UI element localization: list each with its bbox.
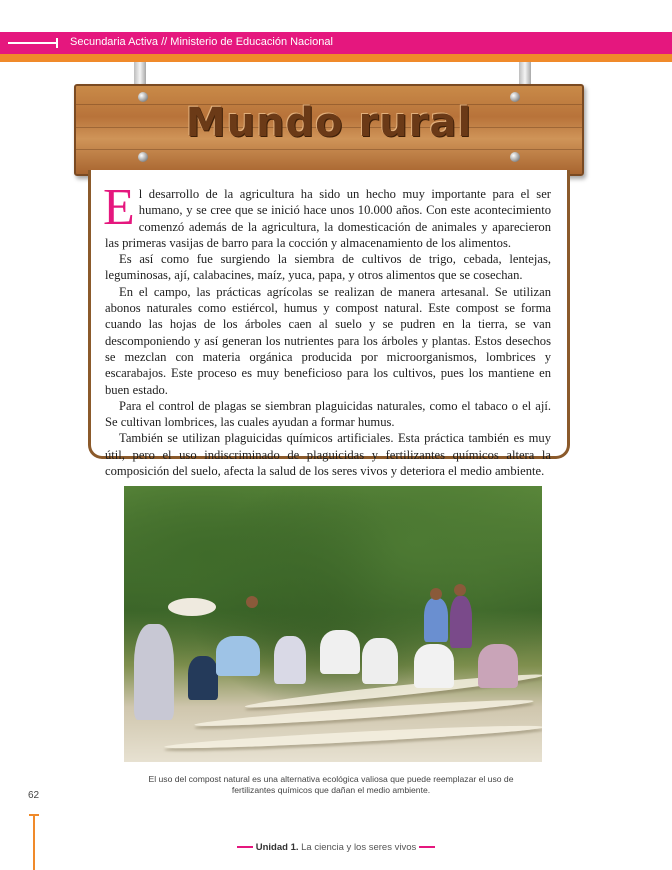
paragraph-1-text: l desarrollo de la agricultura ha sido un hecho muy importante para el ser humano, y se cree que se inició hace unos 10.000 años. Con este acontecimiento comenzó además de la agricultura, la domesticación de animales y aparecieron las primeras vasijas de barro para la cocción y almacenamiento de los alimentos. — [105, 187, 551, 250]
paragraph-5: También se utilizan plaguicidas químicos artificiales. Esta práctica también es muy útil, pero el uso indiscriminado de plaguicidas y fertilizantes químicos altera la composición del suelo, afecta la salud de los seres vivos y deteriora el medio ambiente. — [105, 431, 551, 479]
soil-ridge — [164, 722, 542, 752]
soil-ridge — [194, 696, 534, 730]
header-tick-decoration — [56, 38, 58, 48]
farmer-figure — [274, 636, 306, 684]
footer-line-left — [237, 846, 253, 848]
farmer-figure — [414, 644, 454, 688]
drop-cap: E — [103, 179, 135, 236]
farmer-figure — [478, 644, 518, 688]
page-number: 62 — [28, 790, 40, 801]
farmer-figure — [134, 624, 174, 720]
footer-title: La ciencia y los seres vivos — [301, 842, 417, 853]
header-orange-stripe — [0, 54, 672, 62]
paragraph-3: En el campo, las prácticas agrícolas se realizan de manera artesanal. Se utilizan abonos naturales como estiércol, humus y compost natural. Este compost se forma cuando las hojas de los árboles caen al suelo y se pudren en la tierra, se van descomponiendo y así generan los nutrientes para los árboles y plantas. Estos desechos se mezclan con materia orgánica producida por microorganismos, lombrices y escarabajos. Este proceso es muy beneficioso para los cultivos, pues los mantiene en buen estado. — [105, 284, 551, 397]
sign-post-left — [134, 62, 146, 86]
screw-icon — [510, 152, 520, 162]
paragraph-2: Es así como fue surgiendo la siembra de cultivos de trigo, cebada, lentejas, leguminosas, ají, calabacines, maíz, yuca, papa, y otros alimentos que se cosechan. — [105, 252, 551, 283]
head-shape — [430, 588, 442, 600]
footer-line-right — [419, 846, 435, 848]
photo-caption: El uso del compost natural es una alternativa ecológica valiosa que puede reemplazar el uso de fertilizantes químicos que dañan el medio ambiente. — [148, 774, 514, 795]
screw-icon — [138, 152, 148, 162]
footer-unit: Unidad 1. — [255, 842, 299, 853]
article-text — [103, 179, 551, 479]
page-title: Mundo rural — [185, 100, 473, 146]
paragraph-1 — [103, 179, 551, 251]
farmer-figure — [188, 656, 218, 700]
farmer-figure — [450, 596, 472, 648]
farmer-figure — [424, 598, 448, 642]
farmer-figure — [216, 636, 260, 676]
wooden-sign — [74, 84, 584, 176]
farmer-figure — [320, 630, 360, 674]
sign-post-right — [519, 62, 531, 86]
header-text: Secundaria Activa // Ministerio de Educación Nacional — [70, 36, 333, 48]
article-box — [88, 170, 570, 479]
farmer-figure — [362, 638, 398, 684]
head-shape — [454, 584, 466, 596]
wood-grain — [76, 149, 582, 150]
header-line-decoration — [8, 42, 56, 44]
footer — [0, 842, 672, 853]
paragraph-4: Para el control de plagas se siembran plaguicidas naturales, como el tabaco o el ají. Se cultivan lombrices, las cuales ayudan a formar humus. — [105, 398, 551, 430]
head-shape — [246, 596, 258, 608]
hat-shape — [168, 598, 216, 616]
header-bar — [0, 32, 672, 54]
farmers-photo — [124, 486, 542, 762]
